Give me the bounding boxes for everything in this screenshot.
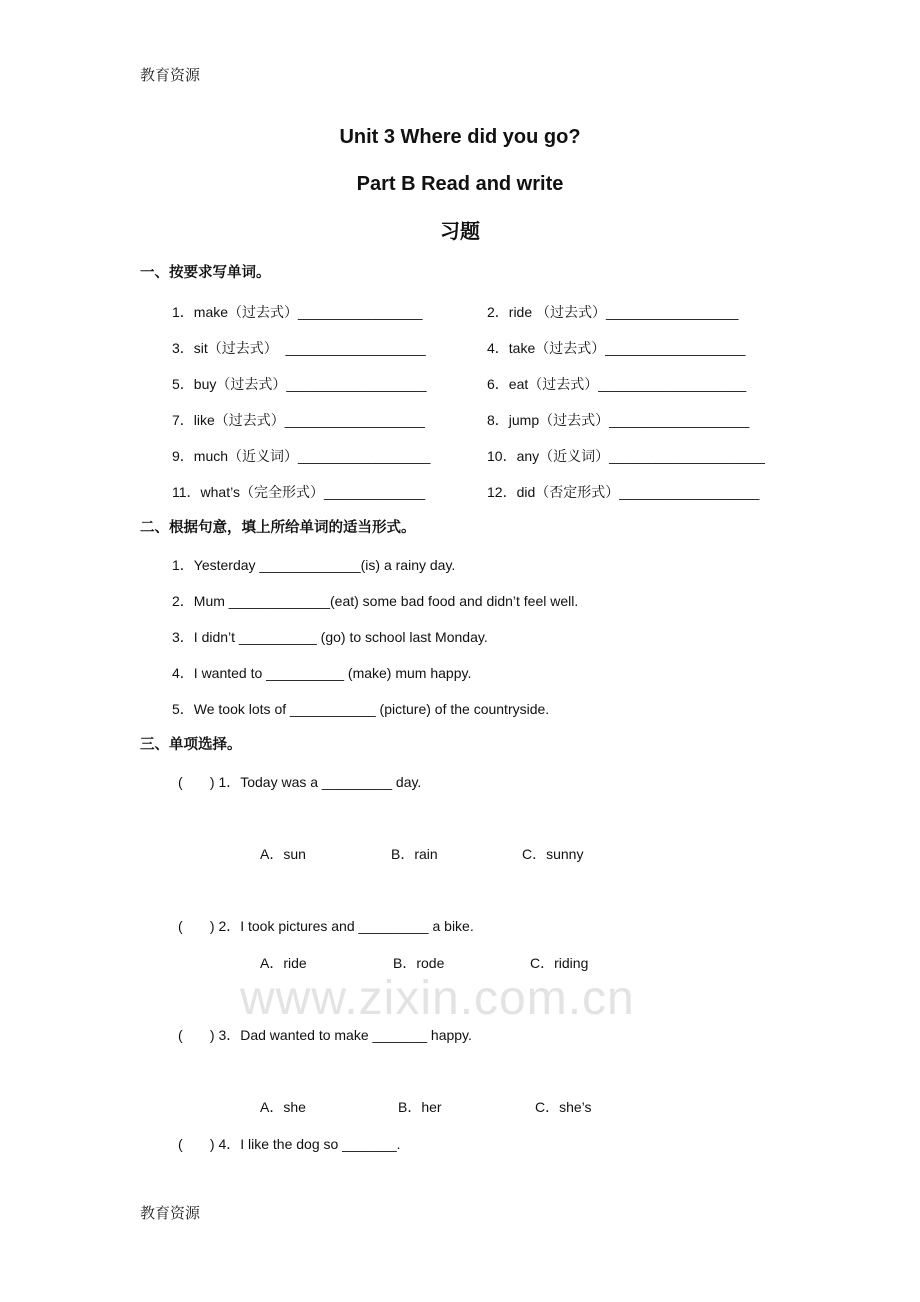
fill-blank-item: 3．I didn’t __________ (go) to school last Monday.	[172, 629, 488, 645]
word-item: 5．buy（过去式）__________________	[172, 376, 427, 392]
choice-question: ( ) 2．I took pictures and _________ a bike.	[178, 918, 474, 934]
word-item: 1．make（过去式）________________	[172, 304, 423, 320]
choice-option: A．sun	[260, 846, 306, 862]
word-item: 2．ride （过去式）_________________	[487, 304, 739, 320]
word-item: 9．much（近义词）_________________	[172, 448, 431, 464]
fill-blank-item: 1．Yesterday _____________(is) a rainy day.	[172, 557, 456, 573]
choice-option: A．ride	[260, 955, 307, 971]
choice-option: C．riding	[530, 955, 589, 971]
page-title: Unit 3 Where did you go?	[339, 126, 581, 148]
exercise-label: 习题	[440, 221, 480, 243]
choice-option: C．sunny	[522, 846, 584, 862]
word-item: 4．take（过去式）__________________	[487, 340, 746, 356]
choice-question: ( ) 1．Today was a _________ day.	[178, 774, 422, 790]
word-item: 8．jump（过去式）__________________	[487, 412, 750, 428]
page-footer: 教育资源	[140, 1205, 201, 1222]
word-item: 10．any（近义词）____________________	[487, 448, 765, 464]
word-item: 7．like（过去式）__________________	[172, 412, 425, 428]
choice-option: A．she	[260, 1099, 306, 1115]
word-item: 12．did（否定形式）__________________	[487, 484, 760, 500]
watermark: www.zixin.com.cn	[240, 972, 635, 1025]
fill-blank-item: 5．We took lots of ___________ (picture) of the countryside.	[172, 701, 550, 717]
page-header: 教育资源	[140, 67, 201, 84]
word-item: 11．what’s（完全形式）_____________	[172, 484, 426, 500]
choice-question: ( ) 4．I like the dog so _______.	[178, 1136, 401, 1152]
choice-option: B．rain	[391, 846, 438, 862]
fill-blank-item: 4．I wanted to __________ (make) mum happy.	[172, 665, 472, 681]
word-item: 3．sit（过去式） __________________	[172, 340, 426, 356]
word-item: 6．eat（过去式）___________________	[487, 376, 747, 392]
choice-option: B．rode	[393, 955, 445, 971]
section-1-heading: 一、按要求写单词。	[140, 265, 271, 281]
fill-blank-item: 2．Mum _____________(eat) some bad food and didn’t feel well.	[172, 593, 579, 609]
choice-question: ( ) 3．Dad wanted to make _______ happy.	[178, 1027, 472, 1043]
page-subtitle: Part B Read and write	[356, 173, 564, 195]
choice-option: C．she’s	[535, 1099, 592, 1115]
section-3-heading: 三、单项选择。	[140, 737, 242, 753]
choice-option: B．her	[398, 1099, 442, 1115]
section-2-heading: 二、根据句意，填上所给单词的适当形式。	[140, 520, 416, 536]
